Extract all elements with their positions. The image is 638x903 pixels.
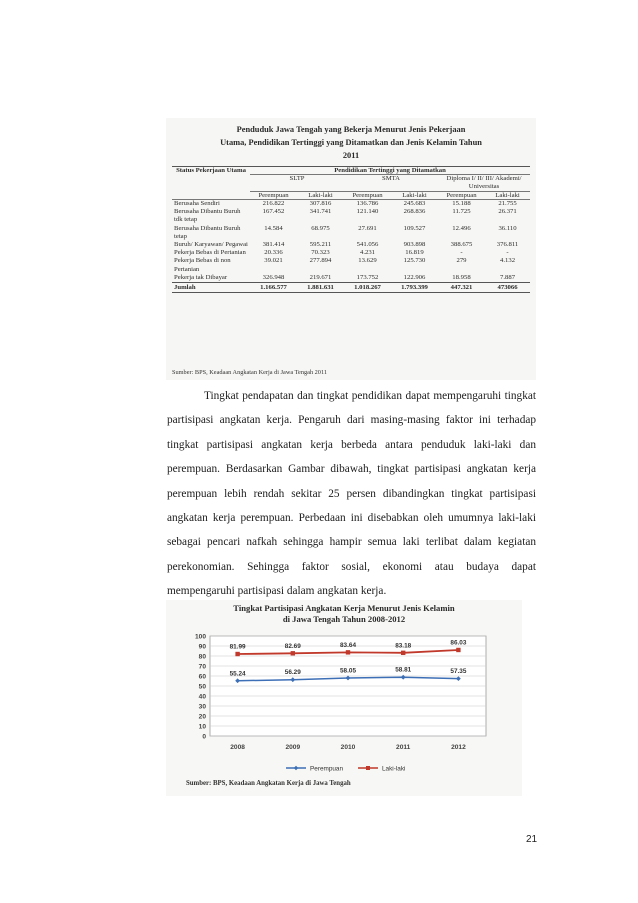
data-point-square — [401, 651, 405, 655]
data-label: 83.64 — [340, 641, 356, 649]
chart-title-line-1: Tingkat Partisipasi Angkatan Kerja Menurut Jenis Kelamin — [233, 603, 455, 613]
y-tick-label: 0 — [202, 733, 206, 741]
header-gender: Laki-laki — [485, 192, 530, 200]
x-tick-label: 2011 — [396, 744, 411, 751]
header-gender: Perempuan — [250, 192, 297, 200]
table-cell: 18.958 — [452, 273, 471, 281]
total-cell: 1.018.267 — [344, 283, 391, 293]
row-label: Berusaha Sendiri — [174, 200, 220, 207]
table-row — [172, 249, 530, 257]
table-cell: 326.948 — [262, 273, 285, 281]
header-level-sltp: SLTP — [250, 175, 344, 192]
paragraph-text: Tingkat pendapatan dan tingkat pendidikan dapat mempengaruhi tingkat partisipasi angkatan kerja. Pengaruh dari masing-masing faktor ini terhadap tingkat partisipasi angkatan kerja berbeda antara penduduk laki-laki dan perempuan. Berdasarkan Gambar dibawah, tingkat partisipasi angkatan kerja perempuan lebih rendah sekitar 25 persen dibandingkan tingkat partisipasi angkatan kerja perempuan. Perbedaan ini disebabkan oleh umumnya laki-laki sebagai pencari nafkah sehingga hampir semua laki terlibat dalam kegiatan perekonomian. Sehingga faktor sosial, ekonomi atau budaya dapat mempengaruhi partisipasi dalam angkatan kerja. — [167, 390, 536, 598]
total-cell: 1.881.631 — [297, 283, 344, 293]
table-cell: 279 — [456, 257, 467, 265]
data-point-square — [456, 648, 460, 652]
table-row — [172, 200, 530, 209]
table-cell: 12.496 — [452, 224, 471, 232]
table-cell: 268.836 — [403, 208, 426, 216]
table-cell: 388.675 — [450, 241, 473, 249]
table-cell: 277.894 — [309, 257, 332, 265]
y-tick-label: 60 — [198, 673, 206, 681]
legend-label: Perempuan — [310, 765, 344, 773]
table-title-line-1: Penduduk Jawa Tengah yang Bekerja Menurut Jenis Pekerjaan — [236, 125, 466, 134]
y-tick-label: 80 — [198, 653, 206, 661]
table-cell: - — [506, 249, 509, 257]
data-label: 83.18 — [395, 642, 412, 650]
table-cell: 307.816 — [309, 200, 332, 207]
chart-title-line-2: di Jawa Tengah Tahun 2008-2012 — [282, 614, 406, 624]
data-label: 58.81 — [395, 666, 412, 674]
y-tick-label: 20 — [198, 713, 206, 721]
legend-marker-diamond — [294, 766, 298, 770]
table-cell: 173.752 — [356, 273, 379, 281]
table-cell: 14.584 — [264, 224, 283, 232]
table-cell: 4.132 — [500, 257, 516, 265]
row-label: Pekerja tak Dibayar — [174, 273, 228, 281]
table-cell: 4.231 — [359, 249, 376, 257]
data-label: 55.24 — [229, 670, 246, 678]
row-label: Pekerja Bebas di non Pertanian — [174, 257, 231, 273]
y-tick-label: 100 — [194, 633, 206, 641]
total-cell: 1.793.399 — [391, 283, 438, 293]
x-tick-label: 2010 — [340, 744, 356, 751]
table-cell: 245.683 — [403, 200, 426, 207]
data-label: 57.35 — [450, 668, 467, 676]
x-tick-label: 2009 — [285, 744, 301, 751]
table-figure — [166, 118, 536, 380]
table-source: Sumber: BPS, Keadaan Angkatan Kerja di Jawa Tengah 2011 — [172, 369, 328, 376]
header-gender: Perempuan — [438, 192, 485, 200]
table-row — [172, 208, 530, 224]
data-label: 58.05 — [340, 667, 356, 675]
table-title-line-2: Utama, Pendidikan Tertinggi yang Ditamatkan dan Jenis Kelamin Tahun — [220, 138, 482, 147]
page-number: 21 — [526, 834, 538, 845]
y-tick-label: 40 — [198, 693, 206, 701]
data-label: 82.69 — [284, 642, 301, 650]
header-gender: Laki-laki — [391, 192, 438, 200]
table-row — [172, 274, 530, 283]
header-gender: Laki-laki — [297, 192, 344, 200]
chart-source: Sumber: BPS, Keadaan Angkatan Kerja di Jawa Tengah — [186, 780, 351, 787]
y-tick-label: 70 — [198, 663, 206, 671]
table-cell: 70.323 — [311, 249, 330, 257]
header-level-smta: SMTA — [344, 175, 438, 192]
table-cell: 109.527 — [403, 224, 426, 232]
table-cell: 121.140 — [356, 208, 379, 216]
row-label: Pekerja Bebas di Pertanian — [174, 249, 246, 257]
table-row — [172, 241, 530, 249]
table-cell: 125.730 — [403, 257, 426, 265]
data-label: 56.29 — [284, 669, 301, 677]
header-gender: Perempuan — [344, 192, 391, 200]
table-cell: 13.629 — [358, 257, 377, 265]
table-cell: 16.819 — [405, 249, 424, 257]
table-cell: 39.021 — [264, 257, 283, 265]
table-cell: 136.786 — [356, 200, 379, 207]
table-cell: 216.822 — [262, 200, 285, 207]
table-cell: 381.414 — [262, 241, 285, 249]
table-cell: - — [460, 249, 463, 257]
table-cell: 595.211 — [309, 241, 332, 249]
chart-figure — [166, 600, 522, 796]
table-cell: 219.671 — [309, 273, 332, 281]
total-cell: 1.166.577 — [250, 283, 297, 293]
data-label: 86.03 — [450, 639, 467, 647]
data-point-square — [291, 651, 295, 655]
legend-marker-square — [366, 766, 370, 770]
table-cell: 167.452 — [262, 208, 285, 216]
table-cell: 11.725 — [452, 208, 471, 216]
data-point-square — [235, 652, 239, 656]
table-row — [172, 225, 530, 241]
y-tick-label: 10 — [198, 723, 206, 731]
table-cell: 7.887 — [500, 273, 516, 281]
table-cell: 36.110 — [498, 224, 517, 232]
table-row — [172, 257, 530, 273]
data-label: 81.99 — [229, 643, 246, 651]
employment-table — [172, 166, 530, 293]
table-total-row — [172, 283, 530, 293]
y-tick-label: 30 — [198, 703, 206, 711]
data-point-square — [346, 650, 350, 654]
total-cell: 447.321 — [438, 283, 485, 293]
line-chart — [166, 600, 522, 776]
x-tick-label: 2012 — [451, 744, 466, 751]
table-cell: 376.811 — [496, 241, 519, 249]
row-label: Buruh/ Karyawan/ Pegawai — [174, 241, 248, 249]
table-cell: 27.691 — [358, 224, 377, 232]
header-status: Status Pekerjaan Utama — [172, 167, 250, 200]
table-title-line-3: 2011 — [342, 151, 360, 160]
total-label: Jumlah — [172, 283, 250, 293]
row-label: Berusaha Dibantu Buruh tdk tetap — [174, 208, 241, 224]
table-cell: 903.898 — [403, 241, 426, 249]
header-level-diploma: Diploma I/ II/ III/ Akademi/ Universitas — [438, 175, 530, 192]
table-cell: 68.975 — [311, 224, 330, 232]
y-tick-label: 50 — [198, 683, 206, 691]
total-cell: 473066 — [485, 283, 530, 293]
row-label: Berusaha Dibantu Buruh tetap — [174, 224, 241, 240]
header-education: Pendidikan Tertinggi yang Ditamatkan — [250, 167, 530, 175]
table-cell: 341.741 — [309, 208, 332, 216]
legend-label: Laki-laki — [382, 765, 406, 773]
body-paragraph — [167, 384, 536, 604]
table-cell: 26.371 — [498, 208, 517, 216]
table-cell: 15.188 — [452, 200, 471, 207]
table-body — [172, 200, 530, 283]
x-tick-label: 2008 — [230, 744, 245, 751]
table-cell: 21.755 — [498, 200, 517, 207]
y-tick-label: 90 — [198, 643, 206, 651]
table-cell: 20.336 — [264, 249, 283, 257]
table-cell: 541.056 — [356, 241, 379, 249]
table-cell: 122.906 — [403, 273, 426, 281]
